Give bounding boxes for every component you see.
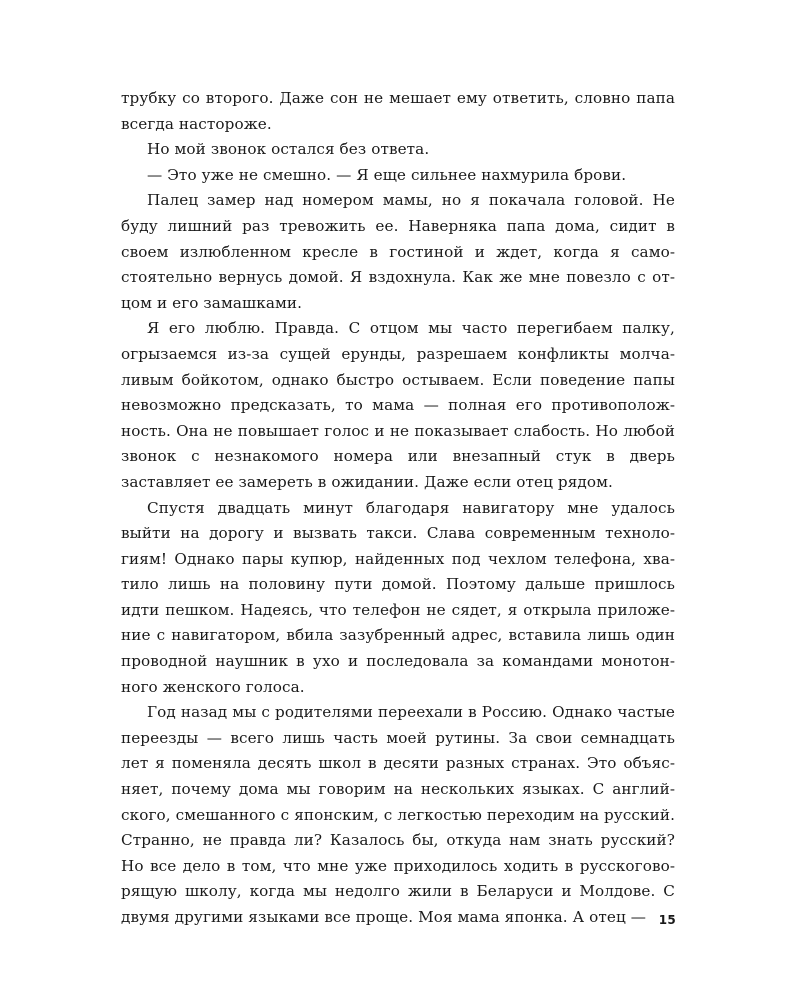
page-number: 15: [658, 913, 676, 927]
paragraph-6: Спустя двадцать минут благодаря навигатору мне удалось выйти на дорогу и вызвать такси. Слава современным технологиям! Однако пары купюр, найденных под чехлом телефона, хватило лишь на половину пути домой. Поэтому дальше пришлось идти пешком. Надеясь, что телефон не сядет, я открыла приложение с навигатором, вбила зазубренный адрес, вставила лишь один проводной наушник в ухо и последовала за командами монотонного женского голоса.: [121, 498, 675, 696]
paragraph-2: Но мой звонок остался без ответа.: [147, 140, 430, 159]
paragraph-1: трубку со второго. Даже сон не мешает ему ответить, словно папа всегда настороже.: [121, 89, 675, 133]
paragraph-7: Год назад мы с родителями переехали в Россию. Однако частые переезды — всего лишь часть моей рутины. За свои семнадцать лет я поменяла десять школ в десяти разных странах. Это объясняет, почему дома мы говорим на нескольких языках. С английского, смешанного с японским, с легкостью переходим на русский. Странно, не правда ли? Казалось бы, откуда нам знать русский? Но все дело в том, что мне уже приходилось ходить в русскоговорящую школу, когда мы недолго жили в Беларуси и Молдове. С двумя другими языками все проще. Моя мама японка. А отец —: [121, 703, 675, 926]
paragraph-4: Палец замер над номером мамы, но я покачала головой. Не буду лишний раз тревожить ее. Наверняка папа дома, сидит в своем излюбленном кресле в гостиной и ждет, когда я самостоятельно вернусь домой. Я вздохнула. Как же мне повезло с отцом и его замашками.: [121, 191, 675, 312]
paragraph-5: Я его люблю. Правда. С отцом мы часто перегибаем палку, огрызаемся из-за сущей ерунды, разрешаем конфликты молчаливым бойкотом, однако быстро остываем. Если поведение папы невозможно предсказать, то мама — полная его противоположность. Она не повышает голос и не показывает слабость. Но любой звонок с незнакомого номера или внезапный стук в дверь заставляет ее замереть в ожидании. Даже если отец рядом.: [121, 319, 675, 491]
page-body: [121, 86, 675, 931]
paragraph-3: — Это уже не смешно. — Я еще сильнее нахмурила брови.: [147, 165, 627, 184]
